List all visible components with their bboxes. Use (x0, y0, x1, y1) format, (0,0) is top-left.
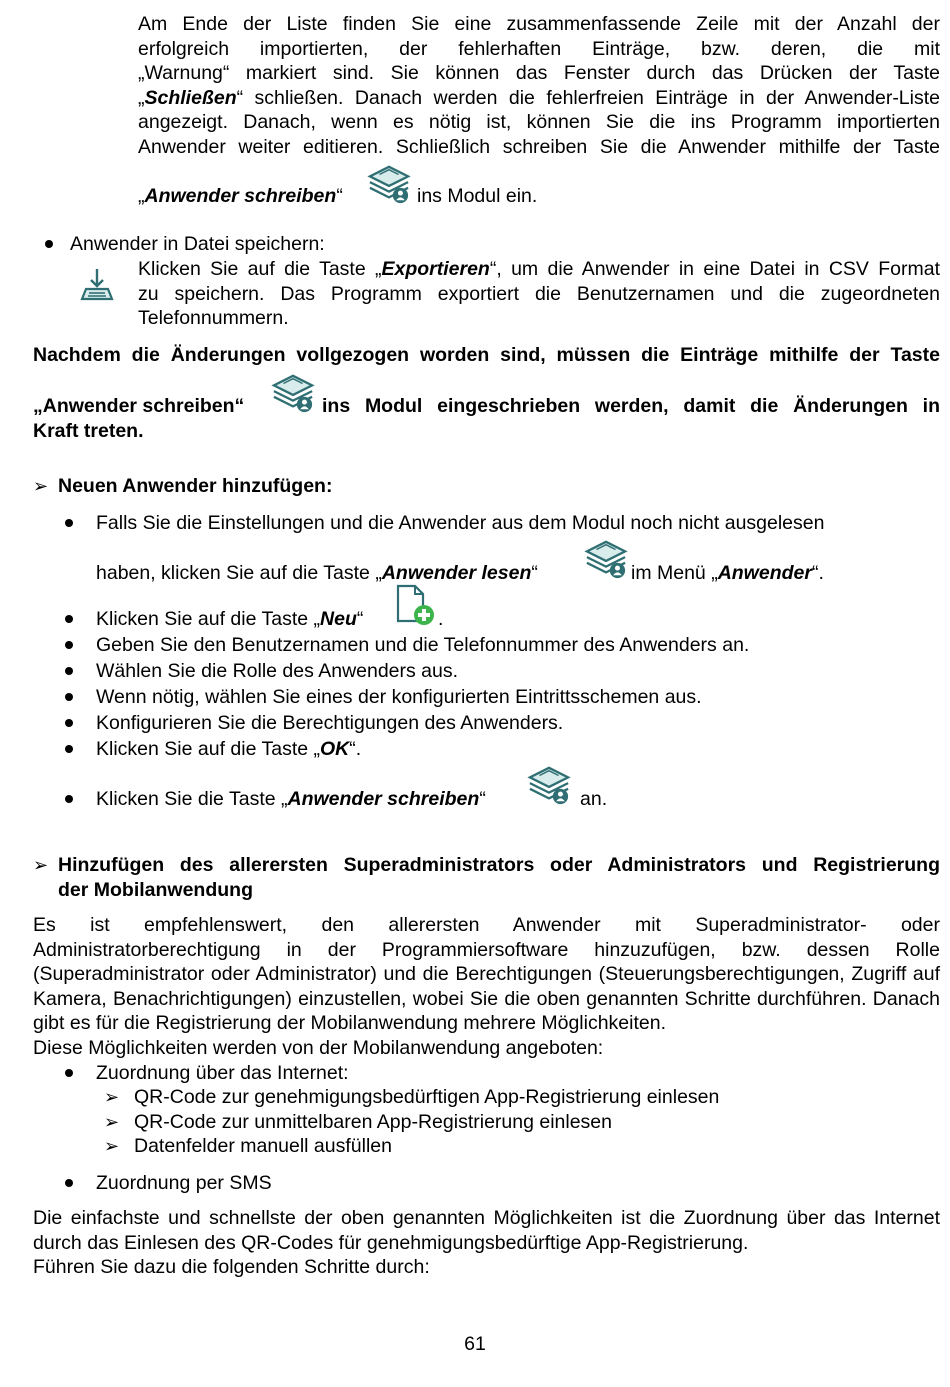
export-icon (79, 266, 115, 304)
internet-option: Zuordnung über das Internet: (96, 1062, 349, 1084)
save-bullet-text: Anwender in Datei speichern: (70, 233, 325, 255)
export-key-label: Exportieren (381, 258, 490, 280)
note-line-2-pre: „Anwender schreiben“ (33, 395, 245, 417)
bullet (65, 667, 73, 675)
final-paragraph: Die einfachste und schnellste der oben genannten Möglichkeiten ist die Zuordnung über das Internet durch das Einlesen des QR-Codes für genehmigungsbedürftige App-Registrierung. (33, 1207, 940, 1254)
write-users-icon (270, 372, 316, 414)
bullet (65, 641, 73, 649)
intro-line-3: „Warnung“ markiert sind. Sie können das Fenster durch das Drücken der Taste (138, 62, 940, 84)
internet-sub-2: QR-Code zur unmittelbaren App-Registrierung einlesen (134, 1111, 612, 1133)
note-line-2-post: ins Modul eingeschrieben werden, damit die Änderungen in (322, 395, 940, 417)
page-number: 61 (464, 1333, 486, 1355)
new-user-step-8-end: an. (580, 788, 608, 810)
new-user-step-7: Klicken Sie auf die Taste „OK“. (96, 738, 362, 760)
new-key-label: Neu (320, 608, 357, 630)
new-user-step-1-line-1: Falls Sie die Einstellungen und die Anwender aus dem Modul noch nicht ausgelesen (96, 512, 825, 534)
superadmin-heading-line-1: Hinzufügen des allerersten Superadministrators oder Administrators und Registrierung (58, 854, 940, 876)
bullet (65, 795, 73, 803)
superadmin-heading-line-2: der Mobilanwendung (58, 879, 253, 901)
superadmin-paragraph-last: Diese Möglichkeiten werden von der Mobilanwendung angeboten: (33, 1037, 604, 1059)
bullet (65, 693, 73, 701)
intro-line-7: „Anwender schreiben“ (138, 185, 343, 207)
write-users-key-label: Anwender schreiben (144, 185, 337, 207)
bullet (65, 1069, 73, 1077)
read-users-key-label: Anwender lesen (381, 562, 532, 584)
save-line-2: zu speichern. Das Programm exportiert die Benutzernamen und die zugeordneten (138, 283, 940, 305)
write-users-key-label: Anwender schreiben (287, 788, 480, 810)
new-user-step-6: Konfigurieren Sie die Berechtigungen des Anwenders. (96, 712, 564, 734)
new-user-step-1-line-2-end: im Menü „Anwender“. (631, 562, 824, 584)
intro-line-6: Anwender weiter editieren. Schließlich schreiben Sie die Anwender mithilfe der Taste (138, 136, 940, 158)
new-user-step-5: Wenn nötig, wählen Sie eines der konfigurierten Eintrittsschemen aus. (96, 686, 702, 708)
save-line-3: Telefonnummern. (138, 307, 289, 329)
read-users-icon (583, 538, 629, 580)
write-users-icon (366, 163, 412, 205)
final-paragraph-last: Führen Sie dazu die folgenden Schritte durch: (33, 1256, 430, 1278)
internet-sub-3: Datenfelder manuell ausfüllen (134, 1135, 392, 1157)
write-users-icon (526, 764, 572, 806)
arrow-bullet: ➢ (33, 476, 49, 496)
close-key-label: Schließen (144, 87, 237, 109)
arrow-bullet: ➢ (104, 1136, 120, 1156)
new-user-step-2-end: . (438, 608, 444, 630)
new-user-heading: Neuen Anwender hinzufügen: (58, 475, 333, 497)
intro-line-7-end: ins Modul ein. (417, 185, 538, 207)
bullet (65, 719, 73, 727)
new-user-step-4: Wählen Sie die Rolle des Anwenders aus. (96, 660, 459, 682)
sms-option: Zuordnung per SMS (96, 1172, 272, 1194)
bullet (65, 615, 73, 623)
new-user-step-2: Klicken Sie auf die Taste „Neu“ (96, 608, 364, 630)
ok-key-label: OK (320, 738, 350, 760)
bullet (65, 519, 73, 527)
note-line-1: Nachdem die Änderungen vollgezogen worden sind, müssen die Einträge mithilfe der Taste (33, 344, 940, 366)
intro-line-1: Am Ende der Liste finden Sie eine zusammenfassende Zeile mit der Anzahl der (138, 13, 940, 35)
arrow-bullet: ➢ (104, 1112, 120, 1132)
new-user-step-1-line-2: haben, klicken Sie auf die Taste „Anwender lesen“ (96, 562, 538, 584)
bullet (65, 745, 73, 753)
intro-line-2: erfolgreich importierten, der fehlerhaften Einträge, bzw. deren, die mit (138, 38, 940, 60)
intro-line-4: „Schließen“ schließen. Danach werden die fehlerfreien Einträge in der Anwender-Liste (138, 87, 940, 109)
new-user-step-3: Geben Sie den Benutzernamen und die Telefonnummer des Anwenders an. (96, 634, 750, 656)
bullet (65, 1179, 73, 1187)
bullet (45, 240, 53, 248)
arrow-bullet: ➢ (104, 1087, 120, 1107)
arrow-bullet: ➢ (33, 855, 49, 875)
internet-sub-1: QR-Code zur genehmigungsbedürftigen App-Registrierung einlesen (134, 1086, 720, 1108)
note-line-3: Kraft treten. (33, 420, 144, 442)
save-line-1: Klicken Sie auf die Taste „Exportieren“, um die Anwender in eine Datei in CSV Format (138, 258, 941, 280)
new-user-step-8: Klicken Sie die Taste „Anwender schreiben“ (96, 788, 486, 810)
new-user-icon (395, 583, 437, 627)
intro-line-5: angezeigt. Danach, wenn es nötig ist, können Sie die ins Programm importierten (138, 111, 940, 133)
superadmin-paragraph: Es ist empfehlenswert, den allerersten Anwender mit Superadministrator- oder Administratorberechtigung in der Programmiersoftware hinzuzufügen, bzw. dessen Rolle (Superadministrator oder Administrator) und die Berechtigungen (Steuerungsberechtigungen, Zugriff auf Kamera, Benachrichtigungen) einzustellen, wobei Sie die oben genannten Schritte durchführen. Danach gibt es für die Registrierung der Mobilanwendung mehrere Möglichkeiten. (33, 914, 940, 1034)
users-menu-label: Anwender (717, 562, 812, 584)
